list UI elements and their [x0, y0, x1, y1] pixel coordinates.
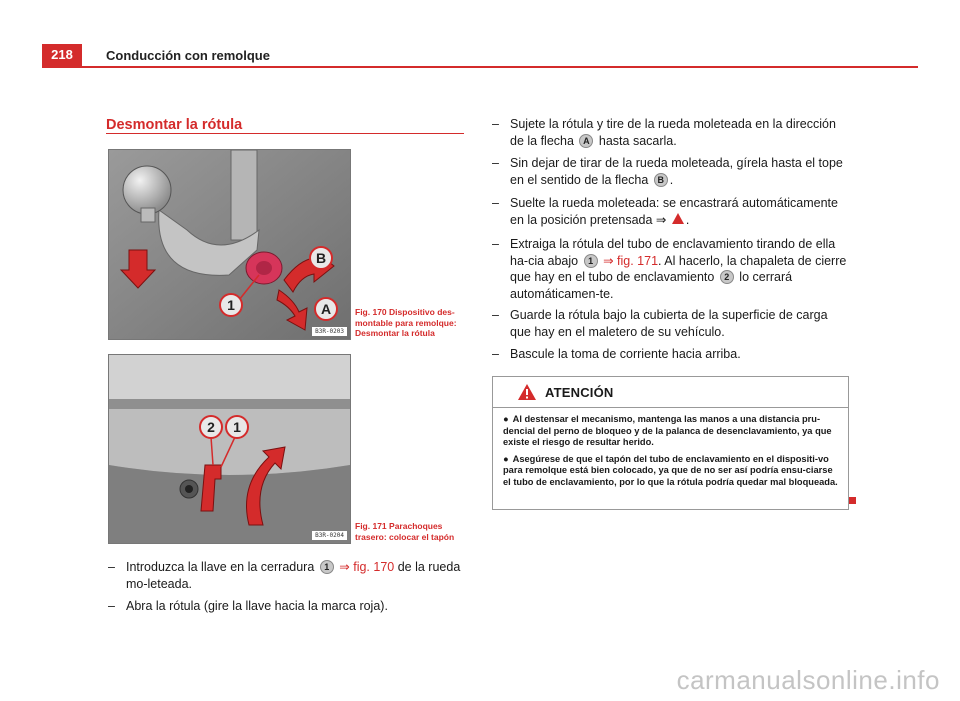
step-dash: –: [108, 560, 115, 574]
caption-text: Parachoques trasero: colocar el tapón: [355, 521, 455, 542]
step-item: [108, 559, 468, 592]
section-end-marker: [849, 497, 856, 504]
step-item: [108, 598, 468, 615]
step-text: Introduzca la llave en la cerradura: [126, 560, 315, 574]
figure-label-1: 1: [219, 293, 243, 317]
step-text: Abra la rótula (gire la llave hacia la marca roja).: [126, 599, 388, 613]
step-badge: 2: [720, 270, 734, 284]
warning-triangle-icon: [517, 383, 537, 401]
warning-icon[interactable]: [672, 213, 684, 224]
warning-box: [492, 376, 849, 510]
step-dash: –: [492, 347, 499, 361]
step-badge: 1: [584, 254, 598, 268]
warning-text: Asegúrese de que el tapón del tubo de enclavamiento en el dispositi-vo para remolque está bien colocado, ya que de no ser así podría ensu-ciarse el tubo de enclavamiento, por lo que la rótula podría quedar mal bloqueada.: [503, 453, 838, 487]
figure-label-b: B: [309, 246, 333, 270]
figure-171-caption: [355, 521, 467, 542]
step-item: [492, 195, 847, 228]
step-text: Guarde la rótula bajo la cubierta de la superficie de carga que hay en el maletero de su vehículo.: [510, 308, 828, 339]
section-title: Desmontar la rótula: [106, 117, 243, 133]
step-text: Bascule la toma de corriente hacia arriba.: [510, 347, 741, 361]
step-item: [492, 116, 847, 149]
step-text: . Al hacerlo, la chapaleta de cierre que hay en el tubo de enclavamiento: [510, 253, 847, 284]
step-text: .: [669, 172, 674, 187]
section-rule: [106, 133, 464, 134]
step-badge: B: [654, 173, 668, 187]
step-dash: –: [492, 196, 499, 210]
warning-item: [503, 414, 841, 449]
figure-170-caption: [355, 307, 467, 339]
step-badge: A: [579, 134, 593, 148]
warning-text: Al destensar el mecanismo, mantenga las manos a una distancia pru-dencial del perno de bloqueo y de la palanca de desenclavamiento, ya que existe el riesgo de resultar herido.: [503, 414, 832, 448]
step-text: de la rueda mo-leteada.: [126, 560, 461, 591]
step-dash: –: [492, 308, 499, 322]
step-text: Sin dejar de tirar de la rueda moleteada, gírela hasta el tope en el sentido de la flecha: [510, 156, 843, 187]
figure-170-image: [108, 149, 351, 340]
step-text: hasta sacarla.: [598, 133, 677, 148]
step-dash: –: [492, 237, 499, 251]
step-item: [492, 236, 847, 302]
figure-171-image: [108, 354, 351, 544]
step-dash: –: [492, 117, 499, 131]
figure-label-2: 2: [199, 415, 223, 439]
step-text: Sujete la rótula y tire de la rueda moleteada en la dirección de la flecha: [510, 117, 836, 148]
step-text: .: [685, 212, 690, 227]
step-text: Extraiga la rótula del tubo de enclavamiento tirando de ella ha-cia abajo: [510, 237, 836, 268]
bullet: ●: [503, 414, 509, 424]
figure-reference-link[interactable]: ⇒ fig. 170: [339, 560, 395, 574]
figure-reference-link[interactable]: ⇒ fig. 171: [603, 253, 659, 268]
caption-text: Dispositivo des-montable para remolque: Desmontar la rótula: [355, 307, 457, 338]
bullet: ●: [503, 453, 509, 464]
warning-header: [493, 377, 848, 408]
watermark: carmanualsonline.info: [676, 665, 940, 695]
caption-label: Fig. 171: [355, 521, 387, 531]
step-item: [492, 307, 847, 340]
step-badge: 1: [320, 560, 334, 574]
step-item: [492, 155, 847, 188]
figure-label-1: 1: [225, 415, 249, 439]
step-dash: –: [108, 599, 115, 613]
step-text: Suelte la rueda moleteada: se encastrará automáticamente en la posición pretensada ⇒: [510, 196, 838, 227]
page-number: 218: [42, 44, 82, 66]
header-rule: [42, 66, 918, 68]
warning-title: ATENCIÓN: [545, 385, 614, 400]
warning-list: [503, 414, 841, 494]
step-item: [492, 346, 847, 363]
rear-bumper-illustration: [109, 355, 350, 543]
caption-label: Fig. 170: [355, 307, 387, 317]
warning-item: [503, 454, 841, 489]
header-title: Conducción con remolque: [106, 48, 270, 63]
step-dash: –: [492, 156, 499, 170]
step-text: lo cerrará automáticamen-te.: [510, 270, 793, 301]
figure-code: B3R-0204: [312, 531, 347, 540]
figure-code: B3R-0203: [312, 327, 347, 336]
figure-label-a: A: [314, 297, 338, 321]
